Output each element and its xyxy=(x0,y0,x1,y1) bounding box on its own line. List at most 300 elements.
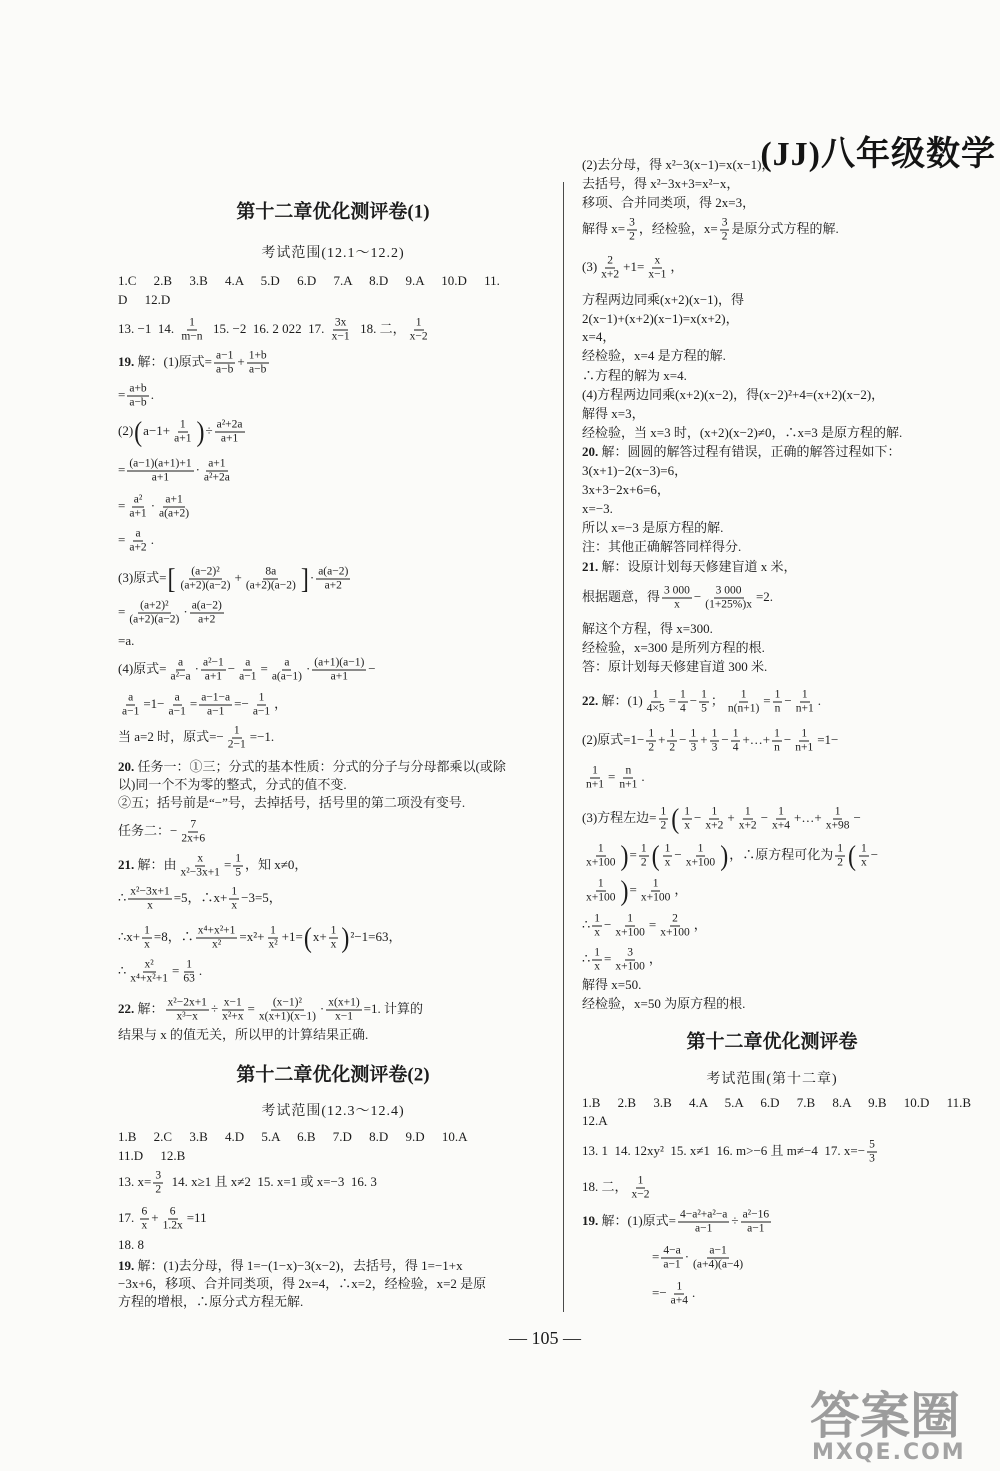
fraction-denominator: 2 xyxy=(669,741,676,754)
fraction-numerator: 3 000 xyxy=(715,584,742,597)
answer-text: = xyxy=(763,692,771,708)
fraction-numerator: 2 xyxy=(672,912,678,925)
fraction-denominator: a−1 xyxy=(168,705,186,718)
answer-text: −3x+6，移项、合并同类项，得 2x=4，∴x=2，经检验，x=2 是原 xyxy=(118,1276,487,1291)
fraction xyxy=(128,959,170,986)
answer-line xyxy=(118,959,202,986)
fraction xyxy=(330,317,352,344)
answer-text: =2. xyxy=(755,588,774,604)
fraction-denominator: x xyxy=(141,1219,148,1232)
fraction-numerator: 1 xyxy=(711,727,718,740)
exam-scope: 考试范围(第十二章) xyxy=(706,1072,838,1087)
fraction-denominator: n+1 xyxy=(795,741,814,754)
bracket: ( xyxy=(303,922,312,954)
fraction-denominator: a+1 xyxy=(129,507,147,520)
answer-text: 17. xyxy=(118,1209,138,1225)
fraction-numerator: x xyxy=(654,254,661,267)
fraction-numerator: 1 xyxy=(697,842,704,855)
fraction-denominator: 2 xyxy=(155,1183,162,1196)
answer-line xyxy=(582,1175,654,1202)
answer-text: . xyxy=(641,768,645,784)
answer-text: ∴方程的解为 x=4. xyxy=(582,368,687,383)
fraction-numerator: 1 xyxy=(144,924,150,937)
fraction-numerator: a−1 xyxy=(709,1244,727,1257)
fraction-denominator: x xyxy=(231,899,238,912)
fraction-denominator: (a+2)(a−2) xyxy=(180,579,231,592)
answer-line xyxy=(582,424,902,442)
fraction-numerator: 1 xyxy=(701,688,707,701)
answer-line xyxy=(118,922,402,954)
fraction-denominator: a+1 xyxy=(174,432,192,445)
answer-text: = xyxy=(118,497,126,513)
fraction-numerator: 1 xyxy=(594,946,601,959)
question-number: 22. xyxy=(118,1000,135,1016)
section-title: 第十二章优化测评卷(1) xyxy=(236,201,430,223)
fraction xyxy=(639,878,673,905)
fraction-numerator: a+b xyxy=(129,382,147,395)
answer-line xyxy=(582,658,767,676)
fraction-numerator: a(a−2) xyxy=(191,599,222,612)
fraction-denominator: n xyxy=(774,702,781,715)
fraction xyxy=(584,878,618,905)
answer-text: · xyxy=(319,1000,325,1016)
answer-text: = xyxy=(118,531,126,547)
answer-text: = xyxy=(629,881,637,897)
fraction-numerator: 4−a xyxy=(663,1244,681,1257)
fraction xyxy=(329,925,339,952)
fraction-numerator: 1 xyxy=(597,877,604,890)
fraction xyxy=(720,217,730,244)
watermark-site: MXQE.COM xyxy=(812,1440,966,1465)
fraction-numerator: (x−1)² xyxy=(272,996,302,1009)
fraction-denominator: x(x+1)(x−1) xyxy=(258,1010,316,1023)
fraction-denominator: x xyxy=(147,899,153,912)
answer-text: + xyxy=(700,731,708,747)
answer-text: 解：(1)原式= xyxy=(598,1212,676,1228)
answer-text: · xyxy=(305,660,311,676)
answer-text: +1= xyxy=(623,258,645,274)
fraction xyxy=(140,1206,150,1233)
answer-text: − xyxy=(783,731,792,747)
fraction xyxy=(161,1206,185,1233)
fraction xyxy=(689,728,699,755)
fraction-numerator: 7 xyxy=(190,818,197,831)
fraction-denominator: x+2 xyxy=(601,268,620,281)
answer-text: − xyxy=(760,809,769,825)
fraction xyxy=(244,566,298,593)
answer-line xyxy=(118,997,423,1024)
fraction-numerator: (a+1)(a−1) xyxy=(314,656,365,669)
answer-text: 18. 8 xyxy=(118,1237,144,1252)
answer-text: = xyxy=(118,386,126,402)
fraction xyxy=(617,765,639,792)
fraction-denominator: 2−1 xyxy=(227,738,246,751)
answer-text: ，∴原方程可化为 xyxy=(729,846,834,862)
answer-line xyxy=(118,692,287,719)
fraction-denominator: x+100 xyxy=(615,926,645,939)
fraction-denominator: (a+2)(a−2) xyxy=(129,613,180,626)
fraction-denominator: a−1 xyxy=(239,670,257,683)
answer-line xyxy=(118,291,170,309)
fraction-numerator: a xyxy=(245,656,251,669)
fraction-denominator: x² xyxy=(211,938,222,951)
answer-text: =a. xyxy=(118,633,135,648)
answer-text: 经检验，x=50 为原方程的根. xyxy=(582,996,746,1011)
book-title: (JJ)八年级数学 xyxy=(760,136,996,173)
answer-line xyxy=(582,500,613,518)
bracket: [ xyxy=(167,563,176,595)
answer-text: = xyxy=(118,461,126,477)
fraction-numerator: 1 xyxy=(189,316,195,329)
fraction-denominator: 4×5 xyxy=(646,702,665,715)
fraction-numerator: 1 xyxy=(740,688,747,701)
fraction-denominator: x³−x xyxy=(176,1010,198,1023)
answer-line xyxy=(118,794,465,812)
answer-line xyxy=(582,689,821,716)
answer-line xyxy=(118,494,193,521)
answer-text: 当 a=2 时，原式=− xyxy=(118,728,224,744)
fraction xyxy=(127,600,181,627)
answer-text: 15. −2 16. 2 022 17. xyxy=(206,320,328,336)
answer-text: − xyxy=(721,731,729,747)
fraction-denominator: x xyxy=(674,598,680,611)
answer-line xyxy=(582,156,774,174)
answer-line xyxy=(118,317,432,344)
section-title: 第十二章优化测评卷(2) xyxy=(236,1064,430,1086)
answer-line xyxy=(582,310,739,328)
fraction-denominator: a(a−1) xyxy=(271,670,302,683)
answer-line xyxy=(582,803,861,835)
fraction xyxy=(867,1139,877,1166)
fraction-denominator: x² xyxy=(268,938,278,951)
answer-text: a−1+ xyxy=(143,422,171,438)
fraction-denominator: x+100 xyxy=(685,856,716,869)
answer-text: − xyxy=(674,846,682,862)
answer-text: 18. 二， xyxy=(582,1178,628,1194)
fraction-numerator: a+1 xyxy=(165,493,183,506)
answer-text: 12.A xyxy=(582,1113,608,1128)
fraction xyxy=(659,806,669,833)
answer-text: (2)去分母，得 x²−3(x−1)=x(x−1)， xyxy=(582,157,775,172)
fraction-numerator: 1 xyxy=(711,805,718,818)
answer-text: = xyxy=(260,660,268,676)
fraction xyxy=(731,728,741,755)
answer-text: 解：设原计划每天修建盲道 x 米， xyxy=(598,559,797,574)
fraction-denominator: m−n xyxy=(181,330,203,343)
answer-text: 解：圆圆的解答过程有错误，正确的解答过程如下： xyxy=(598,444,901,459)
answer-line xyxy=(582,386,884,404)
fraction-numerator: 1 xyxy=(640,842,647,855)
fraction-numerator: a xyxy=(178,656,184,669)
fraction xyxy=(326,997,361,1024)
fraction-denominator: a+1 xyxy=(204,670,223,683)
fraction xyxy=(678,689,688,716)
fraction xyxy=(167,692,188,719)
fraction xyxy=(646,255,668,282)
fraction-numerator: 1 xyxy=(732,727,739,740)
answer-text: = xyxy=(629,846,637,862)
fraction-denominator: 2 xyxy=(640,856,647,869)
fraction xyxy=(684,843,718,870)
answer-line xyxy=(582,519,723,537)
answer-text: ∴ xyxy=(582,916,591,932)
watermark-logo: 答案圈 xyxy=(810,1387,960,1445)
fraction xyxy=(157,494,191,521)
fraction-numerator: (a+2)² xyxy=(140,599,169,612)
answer-text: − xyxy=(689,692,698,708)
fraction-numerator: n xyxy=(625,764,632,777)
fraction-numerator: a−1−a xyxy=(201,691,231,704)
fraction-denominator: 4 xyxy=(680,702,686,715)
fraction-denominator: n+1 xyxy=(795,702,814,715)
fraction xyxy=(794,689,816,716)
fraction-denominator: a+1 xyxy=(330,670,348,683)
fraction-denominator: a−1 xyxy=(252,705,271,718)
answer-text: 答：原计划每天修建盲道 300 米. xyxy=(582,659,768,674)
fraction xyxy=(266,925,279,952)
section-title: 第十二章优化测评卷 xyxy=(686,1031,858,1053)
fraction-denominator: x xyxy=(664,856,671,869)
answer-text: =1− xyxy=(143,695,165,711)
answer-text: ； xyxy=(710,692,724,708)
fraction-denominator: x+100 xyxy=(586,856,616,869)
answer-line xyxy=(582,976,641,994)
fraction-numerator: 1 xyxy=(774,688,781,701)
exam-scope: 考试范围(12.3～12.4) xyxy=(261,1104,405,1119)
answer-text: = xyxy=(171,962,180,978)
answer-line xyxy=(118,563,352,595)
bracket: ( xyxy=(847,840,856,872)
fraction-numerator: a(a−2) xyxy=(318,565,349,578)
fraction-denominator: a−1 xyxy=(207,705,225,718)
fraction xyxy=(770,806,792,833)
fraction-denominator: 3 xyxy=(869,1152,875,1165)
answer-text: =−1. xyxy=(249,728,275,744)
fraction-numerator: 3 xyxy=(721,216,728,229)
fraction-numerator: 1 xyxy=(652,877,659,890)
fraction xyxy=(128,886,171,913)
answer-line xyxy=(582,875,688,907)
fraction xyxy=(127,458,193,485)
fraction-numerator: a xyxy=(284,656,290,669)
answer-text: 以)同一个不为零的整式，分式的值不变. xyxy=(118,777,347,792)
answer-text: 经检验，x=300 是所列方程的根. xyxy=(582,640,765,655)
fraction xyxy=(678,1209,729,1236)
fraction-denominator: 63 xyxy=(183,972,195,985)
answer-line xyxy=(582,765,645,792)
answer-text: ÷ xyxy=(731,1212,739,1228)
fraction-denominator: 2 xyxy=(660,819,667,832)
question-number: 20. xyxy=(582,444,599,459)
fraction xyxy=(662,585,692,612)
fraction-numerator: 1 xyxy=(860,842,867,855)
fraction-numerator: 6 xyxy=(169,1205,176,1218)
fraction xyxy=(592,947,602,974)
answer-line xyxy=(582,291,744,309)
answer-line xyxy=(582,328,615,346)
fraction xyxy=(691,1245,745,1272)
question-number: 21. xyxy=(582,559,599,574)
fraction xyxy=(613,947,647,974)
answer-line xyxy=(118,1128,468,1146)
fraction-numerator: 1 xyxy=(594,912,601,925)
answer-text: − xyxy=(784,692,792,708)
answer-text: − xyxy=(368,660,376,676)
fraction-numerator: 1 xyxy=(415,316,422,329)
answer-text: − xyxy=(694,809,702,825)
fraction xyxy=(682,806,692,833)
fraction xyxy=(645,689,667,716)
answer-text: + xyxy=(234,569,242,585)
answer-line xyxy=(582,620,713,638)
fraction-denominator: a+1 xyxy=(220,432,239,445)
fraction xyxy=(202,458,232,485)
fraction xyxy=(179,566,233,593)
fraction-numerator: x(x+1) xyxy=(328,996,360,1009)
answer-text: − xyxy=(227,660,236,676)
answer-text: 解：由 xyxy=(134,856,177,872)
answer-text: 结果与 x 的值无关，所以甲的计算结果正确. xyxy=(118,1027,369,1042)
answer-text: + xyxy=(727,809,735,825)
answer-text: 所以 x=−3 是原方程的解. xyxy=(582,520,724,535)
fraction-denominator: a+2 xyxy=(129,541,147,554)
fraction-denominator: x xyxy=(684,819,690,832)
fraction-denominator: 2x+6 xyxy=(181,832,206,845)
fraction xyxy=(699,689,709,716)
fraction-numerator: 1 xyxy=(592,764,598,777)
fraction-numerator: 1 xyxy=(684,805,690,818)
answer-line xyxy=(118,1170,377,1197)
fraction-denominator: a+4 xyxy=(670,1294,689,1307)
fraction xyxy=(773,689,783,716)
answer-line xyxy=(118,1206,207,1233)
bracket: ( xyxy=(651,840,660,872)
answer-text: − xyxy=(870,846,879,862)
fraction-denominator: a−1 xyxy=(122,705,140,718)
answer-line xyxy=(582,840,879,872)
answer-text: 解：(1)原式= xyxy=(134,353,212,369)
answer-text: − xyxy=(693,588,702,604)
question-number: 22. xyxy=(582,692,599,708)
fraction-denominator: 4 xyxy=(732,741,739,754)
fraction-denominator: 1.2x xyxy=(162,1219,183,1232)
answer-text: 13. 1 14. 12xy² 15. x≠1 16. m>−6 且 m≠−4 17. x=− xyxy=(582,1142,866,1158)
fraction-numerator: 1 xyxy=(774,727,780,740)
bracket: ) xyxy=(720,840,729,872)
fraction-denominator: (1+25%)x xyxy=(705,598,752,611)
fraction-denominator: x xyxy=(594,926,601,939)
answer-text: (4)方程两边同乘(x+2)(x−2)，得(x−2)²+4=(x+2)(x−2)， xyxy=(582,387,885,402)
answer-text: . xyxy=(817,692,821,708)
fraction-denominator: (a+4)(a−4) xyxy=(693,1258,744,1271)
fraction-denominator: a−1 xyxy=(663,1258,681,1271)
answer-line xyxy=(582,194,755,212)
fraction-numerator: 1 xyxy=(597,842,604,855)
answer-text: . xyxy=(150,386,154,402)
answer-line xyxy=(118,632,134,650)
answer-text: 解： xyxy=(134,1000,164,1016)
fraction xyxy=(726,689,761,716)
answer-text: (4)原式= xyxy=(118,660,167,676)
fraction-numerator: 1 xyxy=(744,805,751,818)
fraction xyxy=(214,350,235,377)
fraction-denominator: x−2 xyxy=(409,330,428,343)
fraction-denominator: 5 xyxy=(235,866,242,879)
fraction-denominator: x−2 xyxy=(631,1188,650,1201)
answer-text: x+ xyxy=(312,928,327,944)
fraction xyxy=(229,886,239,913)
fraction xyxy=(824,806,852,833)
fraction-numerator: x²−2x+1 xyxy=(167,996,207,1009)
fraction xyxy=(179,317,204,344)
bracket: ] xyxy=(300,563,309,595)
answer-text: ∴x+ xyxy=(118,928,141,944)
fraction-numerator: 5 xyxy=(869,1138,875,1151)
answer-line xyxy=(582,639,765,657)
fraction-numerator: 3x xyxy=(334,316,347,329)
fraction xyxy=(772,728,782,755)
fraction-numerator: 1 xyxy=(660,805,667,818)
answer-text: 经检验，当 x=3 时，(x+2)(x−2)≠0，∴x=3 是原方程的解. xyxy=(582,425,903,440)
fraction-denominator: a(a+2) xyxy=(159,507,190,520)
answer-text: −3=5， xyxy=(241,889,282,905)
fraction xyxy=(220,997,245,1024)
fraction xyxy=(247,350,269,377)
answer-text: =1. 计算的 xyxy=(363,1000,423,1016)
fraction-numerator: 4−a²+a²−a xyxy=(680,1208,728,1221)
answer-text: 1.C 2.B 3.B 4.A 5.D 6.D 7.A 8.D 9.A 10.D 11. xyxy=(118,273,500,288)
answer-text: 解得 x= xyxy=(582,220,626,236)
answer-line xyxy=(118,776,347,794)
answer-line xyxy=(118,886,282,913)
fraction xyxy=(120,692,141,719)
answer-text: = xyxy=(118,603,126,619)
answer-line xyxy=(118,272,500,290)
fraction-numerator: 1 xyxy=(179,418,186,431)
fraction-denominator: x+4 xyxy=(772,819,791,832)
fraction xyxy=(127,494,148,521)
fraction xyxy=(741,1209,772,1236)
answer-text: = xyxy=(247,1000,255,1016)
answer-line xyxy=(582,1112,608,1130)
fraction-denominator: x xyxy=(860,856,867,869)
answer-line xyxy=(582,728,838,755)
fraction xyxy=(658,913,692,940)
answer-text: · xyxy=(195,461,200,477)
fraction-numerator: 1+b xyxy=(248,349,267,362)
fraction xyxy=(663,843,673,870)
fraction xyxy=(703,585,754,612)
question-number: 19. xyxy=(118,353,135,369)
fraction xyxy=(166,997,209,1024)
answer-line xyxy=(118,725,274,752)
answer-text: 解得 x=50. xyxy=(582,977,642,992)
answer-text: · xyxy=(194,660,199,676)
answer-line xyxy=(582,585,773,612)
question-number: 21. xyxy=(118,856,135,872)
answer-text: x=4， xyxy=(582,329,616,344)
fraction xyxy=(669,1281,690,1308)
answer-text: . xyxy=(692,1284,696,1300)
answer-line xyxy=(652,1281,695,1308)
fraction xyxy=(196,925,238,952)
answer-text: 1.B 2.C 3.B 4.D 5.A 6.B 7.D 8.D 9.D 10.A xyxy=(118,1129,468,1144)
fraction xyxy=(199,692,232,719)
fraction-numerator: a²−1 xyxy=(203,656,224,669)
answer-text: = xyxy=(604,950,612,966)
answer-line xyxy=(118,383,154,410)
fraction-numerator: 1 xyxy=(801,727,808,740)
